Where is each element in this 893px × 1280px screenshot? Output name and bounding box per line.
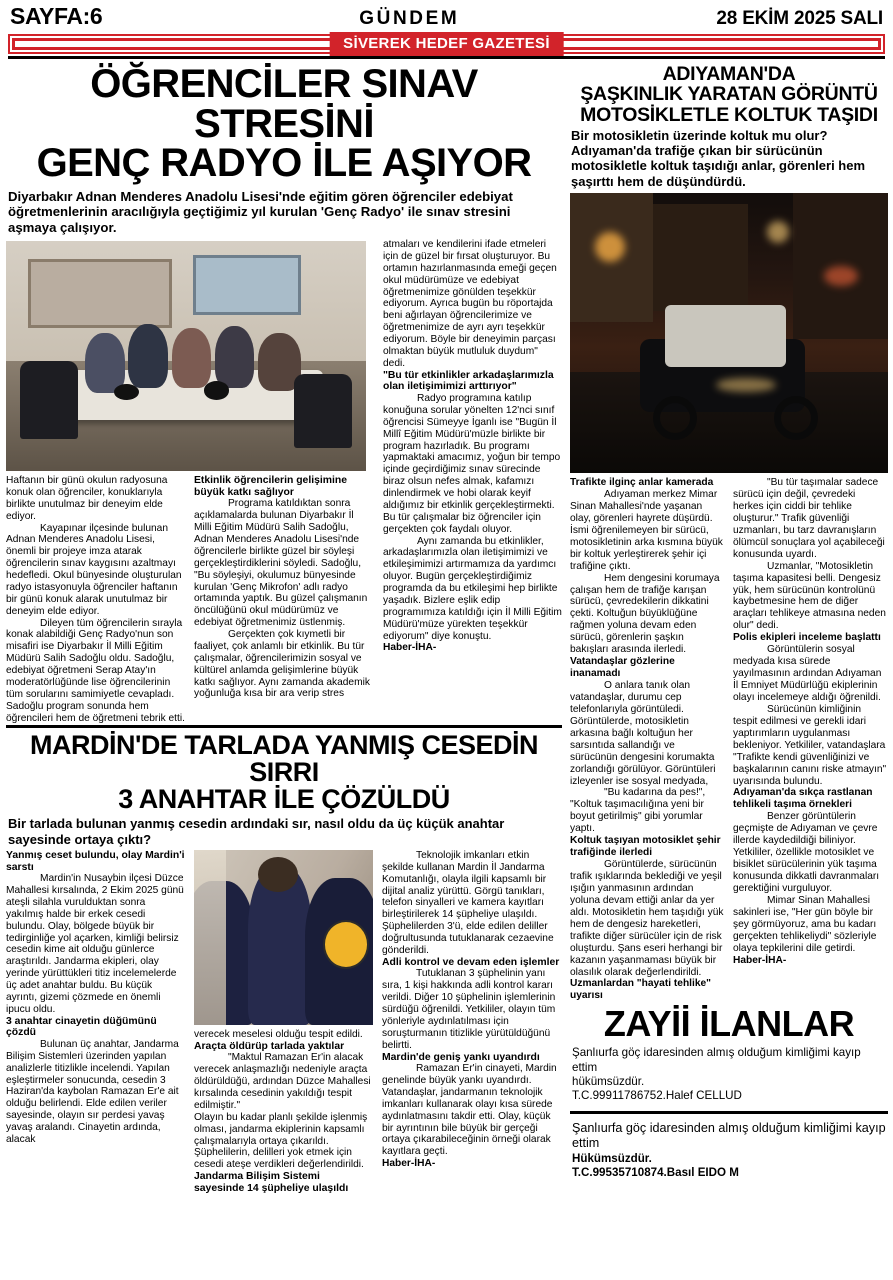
mardin-columns xyxy=(6,850,562,1195)
mardin-col3-subhead-2: Mardin'de geniş yankı uyandırdı xyxy=(382,1051,540,1063)
newspaper-name: SİVEREK HEDEF GAZETESİ xyxy=(329,32,564,56)
classified-ad-2 xyxy=(570,1119,888,1182)
mardin-headline-line2: 3 ANAHTAR İLE ÇÖZÜLDÜ xyxy=(118,784,450,815)
story-divider-1 xyxy=(6,725,562,728)
lead-credit: Haber-İHA- xyxy=(383,642,437,654)
adiyaman-standfirst: Bir motosikletin üzerinde koltuk mu olur? Adıyaman'da trafiğe çıkan bir sürücünün motosikletle koltuk taşıdığı anlar, görenleri hem şaşırttı hem de düşündürdü. xyxy=(571,127,866,189)
section-title: GÜNDEM xyxy=(359,8,460,29)
lead-col2-para-2: Gerçekten çok kıymetli bir faaliyet, çok anlamlı bir etkinlik. Bu tür çalışmalar, öğrencilerimizin sosyal ve kültürel anlamda gelişimlerine büyük katkı sağlıyor. Aynı zamanda akademik yoğunluğa kısa bir ara verip stres xyxy=(194,629,370,700)
adiyaman-col2-subhead: Polis ekipleri inceleme başlattı xyxy=(733,632,881,644)
lead-story-columns xyxy=(6,239,562,724)
mardin-col3-para-3: Ramazan Er'in cinayeti, Mardin genelinde büyük yankı uyandırdı. Vatandaşlar, jandarmanın teknolojik imkanları kullanarak olayı kısa sürede aydınlatmasını takdir etti. Olay, küçük bir ayrıntının bile büyük bir gerçeği ortaya çıkarabileceğinin örneği olarak kayıtlara geçti. xyxy=(382,1063,557,1158)
mardin-col3-para-1: Teknolojik imkanları etkin şekilde kullanan Mardin İl Jandarma Komutanlığı, olayla ilgili kapsamlı bir dijital analiz yürüttü. Görgü tanıkları, telefon sinyalleri ve kamera kayıtları birleştirilerek 14 şüpheliye ulaşıldı. Şüphelilerden 3'ü, elde edilen deliller doğrultusunda tutuklanarak cezaevine gönderildi. xyxy=(382,849,554,956)
mardin-standfirst: Bir tarlada bulunan yanmış cesedin ardındaki sır, nasıl oldu da üç küçük anahtar sayesinde ortaya çıktı? xyxy=(8,816,505,847)
adiyaman-columns xyxy=(570,477,888,1002)
mardin-credit: Haber-İHA- xyxy=(382,1158,436,1170)
lead-col2-subhead: Etkinlik öğrencilerin gelişimine büyük katkı sağlıyor xyxy=(194,475,348,498)
adiyaman-headline-line1: ADIYAMAN'DA xyxy=(662,63,796,85)
mardin-col1-subhead-2: 3 anahtar cinayetin düğümünü çözdü xyxy=(6,1015,157,1039)
mardin-column-3 xyxy=(382,850,561,1195)
mardin-column-1 xyxy=(6,850,185,1195)
adiyaman-col2-para-2: Uzmanlar, "Motosikletin taşıma kapasitesi belli. Dengesiz yük, hem sürücünün kontrolünü kaybetmesine hem de diğer araçları tehlikeye atmasına neden olur" dedi. xyxy=(733,560,886,632)
lead-headline-line1: ÖĞRENCİLER SINAV STRESİNİ xyxy=(90,62,478,146)
mardin-col2-para-1: verecek meselesi olduğu tespit edildi. xyxy=(194,1028,363,1040)
mardin-col2-subhead: Araçta öldürüp tarlada yaktılar xyxy=(194,1040,345,1052)
lead-col3-para-2: Radyo programına katılıp konuğuna sorular yönelten 12'nci sınıf öğrencisi Sümeyye İganlı ise "Bugün İl Millî Eğitim Müdürü'müzle birlikte bir program hazırladık. Bu programı yapmaktaki amacımız, yoğun bir tempo içinde geçirdiğimiz sınav sürecinde biraz olsun nefes almak, kafamızı dinlendirmek ve hobi olarak keyif aldığımız bir etkinlik gerçekleştirmekti. Bu tür çalışmalar biz öğrenciler için gerçekten çok faydalı oluyor. xyxy=(383,393,561,535)
adiyaman-col2-subhead-2: Adıyaman'da sıkça rastlanan tehlikeli taşıma örnekleri xyxy=(733,787,873,811)
lead-column-1 xyxy=(6,475,185,724)
header-divider xyxy=(8,56,885,59)
adiyaman-col1-para-2: Hem dengesini korumaya çalışan hem de trafiğe karışan sürücü, çevredekilerin dikkatini çekti. Koltuğun büyüklüğüne rağmen yoluna devam eden sürücü, görenlerin şaşkın bakışları arasında ilerledi. xyxy=(570,572,720,656)
classified-ad-1-line2: hükümsüzdür. xyxy=(572,1074,645,1088)
adiyaman-headline xyxy=(570,63,888,125)
mardin-col1-para-1: Mardin'in Nusaybin ilçesi Düzce Mahallesi kırsalında, 2 Ekim 2025 günü ateşli silahla vurulduktan sonra yakılmış halde bir erkek cesedi bulundu. Olay, bölgede büyük bir tedirginliğe yol açarken, kimliği belirsiz cesedin kime ait olduğu günlerce araştırıldı. Jandarma ekipleri, olay yerinde yürüttükleri titiz incelemelerde üç adet anahtar buldu. Bu küçük ayrıntı, gizemi çözmede en önemli ipucu oldu. xyxy=(6,873,184,1015)
classified-ad-1-line3: T.C.99911786752.Halef CELLUD xyxy=(572,1088,742,1102)
mardin-col3-subhead: Adli kontrol ve devam eden işlemler xyxy=(382,956,560,968)
adiyaman-col2-para-6: Mimar Sinan Mahallesi sakinleri ise, "Her gün böyle bir şey görmüyoruz, ama bu kadarı gerçekten tehlikeliydi" sözleriyle olaya tepkilerini dile getirdi. xyxy=(733,894,877,954)
mardin-column-2 xyxy=(194,850,373,1195)
mardin-col2-para-2: "Maktul Ramazan Er'in alacak verecek anlaşmazlığı nedeniyle araçta öldürüldüğü, ardından Düzce Mahallesi kırsalında cesedinin yakıldığı tespit edilmiştir." xyxy=(194,1052,371,1111)
classified-ad-2-line1: Şanlıurfa göç idaresinden almış olduğum kimliğimi kayıp ettim xyxy=(572,1120,886,1151)
lead-col1-para-2: Kayapınar ilçesinde bulunan Adnan Menderes Anadolu Lisesi, önemli bir projeye imza atarak öğrencilerin sınav kaygısını azaltmayı hedefledi. Okul bünyesinde oluşturulan radyo istasyonuyla öğrenciler haftanın bir günü konuk alarak unutulmaz bir deneyim elde ediyor. xyxy=(6,522,182,617)
article-lead-story xyxy=(6,63,562,724)
classified-ad-1-line1: Şanlıurfa göç idaresinden almış olduğum kimliğimi kayıp ettim xyxy=(572,1046,861,1074)
masthead xyxy=(6,0,887,32)
classified-ad-1 xyxy=(570,1044,888,1105)
page-number-label: SAYFA:6 xyxy=(10,3,103,29)
lead-headline xyxy=(6,63,562,187)
mardin-col1-para-2: Bulunan üç anahtar, Jandarma Bilişim Sistemleri üzerinden yapılan analizlerle titizlikle incelendi. Yapılan eşleştirmeler sonucunda, cesedin 3 Haziran'da kaybolan Ramazan Er'e ait olduğu belirlendi. Elde edilen veriler sayesinde, olayın sır perdesi yavaş yavaş aralandı. Cinayetin ardında, alacak xyxy=(6,1038,179,1145)
mardin-headline xyxy=(6,730,562,814)
article-adiyaman-story xyxy=(570,63,888,1002)
adiyaman-col1-para-4: "Bu kadarına da pes!", "Koltuk taşımacılığına yeni bir boyut getirilmiş" gibi yorumlar yaptı. xyxy=(570,787,706,835)
adiyaman-col1-subhead-3: Koltuk taşıyan motosiklet şehir trafiğinde ilerledi xyxy=(570,835,721,859)
adiyaman-col1-subhead: Trafikte ilginç anlar kamerada xyxy=(570,477,714,489)
mardin-story-photo xyxy=(194,850,373,1025)
lead-col2-para-1: Programa katıldıktan sonra açıklamalarda bulunan Diyarbakır İl Milli Eğitim Müdürü Salih Sadoğlu, Adnan Menderes Anadolu Lisesi'nde öğrencilerle birlikte güzel bir söyleşi gerçekleştirdiklerini söyledi. Sadoğlu, "Bu söyleşiyi, okulumuz bünyesinde kurulan 'Genç Mikrofon' adlı radyo ortamında yaptık. Bu güzel çalışmanın öncülüğünü okul müdürümüz ve edebiyat öğretmenimiz üstlenmiş. xyxy=(194,498,368,629)
adiyaman-col1-subhead-2: Vatandaşlar gözlerine inanamadı xyxy=(570,656,675,680)
classified-ad-2-line2: Hükümsüzdür. xyxy=(572,1151,652,1165)
left-column-block xyxy=(6,63,562,1280)
lead-column-2 xyxy=(194,475,373,724)
lead-column-3 xyxy=(383,239,562,724)
mardin-col3-para-2: Tutuklanan 3 şüphelinin yanı sıra, 1 kişi hakkında adli kontrol kararı verildi. Diğer 10 şüphelinin işlemlerinin sürdüğü öğrenildi. Yetkililer, olayın tüm yönleriyle aydınlatılması için soruşturmanın titizlikle yürütüldüğünü belirtti. xyxy=(382,968,556,1051)
mardin-headline-line1: MARDİN'DE TARLADA YANMIŞ CESEDİN SIRRI xyxy=(30,730,538,788)
adiyaman-story-photo xyxy=(570,193,888,473)
lead-col3-para-3: Aynı zamanda bu etkinlikler, arkadaşlarımızla olan iletişimimizi ve etkileşimimizi artırmamıza da yardımcı oluyor. Bugün gerçekleştirdiğimiz programda da bu etkileşimi hep birlikte yaşadık. Bizlere eşlik edip programımıza katıldığı için İl Milli Eğitim Müdürü'müze yürekten teşekkür ediyorum" diye konuştu. xyxy=(383,535,562,642)
adiyaman-headline-line2: ŞAŞKINLIK YARATAN GÖRÜNTÜ xyxy=(580,83,878,106)
classifieds-divider xyxy=(570,1111,888,1114)
adiyaman-col2-para-1: "Bu tür taşımalar sadece sürücü için değil, çevredeki herkes için ciddi bir tehlike oluşturur." Trafik güvenliği uzmanları, bu tarz davranışların ölümcül sonuçlara yol açabileceği konusunda uyardı. xyxy=(733,477,885,560)
mardin-col1-subhead: Yanmış ceset bulundu, olay Mardin'i sarstı xyxy=(6,849,185,873)
newspaper-name-ribbon xyxy=(8,34,885,54)
adiyaman-col1-para-3: O anlara tanık olan vatandaşlar, durumu cep telefonlarıyla görüntüledi. Görüntülerde, motosikletin arkasına bağlı koltuğun her sarsıntıda sallandığı ve sürücünün dengesini korumakta zorlandığı görülüyor. Görüntüleri izleyenler ise sosyal medyada, xyxy=(570,680,716,787)
adiyaman-col2-para-4: Sürücünün kimliğinin tespit edilmesi ve gerekli idari yaptırımların uygulanması bekleniyor. Yetkililer, vatandaşlara "Trafikte kendi güvenliğinizi ve başkalarının canını riske atmayın" uyarısında bulundu. xyxy=(733,703,887,787)
adiyaman-col2-para-5: Benzer görüntülerin geçmişte de Adıyaman ve çevre illerde kaydedildiği biliniyor. Yetkililer, özellikle motosiklet ve bisiklet sürücülerinin yük taşıma konusunda dikkatli davranmaları gerektiğini vurguluyor. xyxy=(733,811,880,894)
adiyaman-headline-line3: MOTOSİKLETLE KOLTUK TAŞIDI xyxy=(580,103,878,126)
lead-col3-para-1: atmaları ve kendilerini ifade etmeleri için de güzel bir fırsat oluşturuyor. Bu ortamın hazırlanmasında emeği geçen okul müdürümüze ve edebiyat öğretmenimize gönülden teşekkür ediyorum. Ayrıca bugün bu röportajda beni ağırlayan öğrencilerimize ve öğretmenimize de ayrı ayrı teşekkür ediyorum. Böyle bir deneyimin parçası olmaktan büyük mutluluk duydum" dedi. xyxy=(383,239,557,369)
adiyaman-col1-para-1: Adıyaman merkez Mimar Sinan Mahallesi'nde yaşanan olay, görenleri hayrete düşürdü. İsmi öğrenilemeyen bir sürücü, motosikletinin arka kısmına büyük bir koltuk yerleştirerek şehir içi trafiğine çıktı. xyxy=(570,489,723,572)
lead-story-photo xyxy=(6,241,366,471)
article-mardin-story xyxy=(6,730,562,1194)
issue-date: 28 EKİM 2025 SALI xyxy=(716,8,883,29)
adiyaman-column-2 xyxy=(733,477,888,1002)
adiyaman-credit: Haber-İHA- xyxy=(733,954,787,966)
adiyaman-column-1 xyxy=(570,477,725,1002)
classifieds-title: ZAYİİ İLANLAR xyxy=(603,1003,855,1045)
lead-col3-subhead: "Bu tür etkinlikler arkadaşlarımızla olan iletişimimizi arttırıyor" xyxy=(383,369,554,393)
adiyaman-col1-subhead-4: Uzmanlardan "hayati tehlike" uyarısı xyxy=(570,978,712,1002)
page-content xyxy=(6,63,887,1280)
mardin-col2-para-3: Olayın bu kadar planlı şekilde işlenmiş olması, jandarma ekiplerinin kapsamlı çalışmalarıyla ortaya çıkarıldı. Şüphelilerin, delilleri yok etmek için cesedi ateşe verdikleri değerlendirildi. xyxy=(194,1111,368,1171)
classifieds-section xyxy=(570,1002,888,1182)
classified-ad-2-line3: T.C.99535710874.Basıl EIDO M xyxy=(572,1165,739,1179)
lead-headline-line2: GENÇ RADYO İLE AŞIYOR xyxy=(36,141,532,186)
mardin-col2-subhead-2: Jandarma Bilişim Sistemi sayesinde 14 şüpheliye ulaşıldı xyxy=(194,1171,349,1194)
lead-col1-para-3: Dileyen tüm öğrencilerin sırayla konak alabildiği Genç Radyo'nun son misafiri ise Diyarbakır İl Milli Eğitim Müdürü Salih Sadoğlu oldu. Sadoğlu, edebiyat öğretmeni Serap Atay'ın moderatörlüğünde lise öğrencilerinin tüm sorularını samimiyetle cevapladı. Sadoğlu program sonunda hem öğrencileri hem de öğretmeni tebrik etti. xyxy=(6,617,185,724)
lead-standfirst: Diyarbakır Adnan Menderes Anadolu Lisesi'nde eğitim gören öğrenciler edebiyat öğretmenlerinin aracılığıyla geçtiğimiz yıl kurulan 'Genç Radyo' ile sınav stresini aşmaya çalışıyor. xyxy=(8,188,513,235)
adiyaman-col2-para-3: Görüntülerin sosyal medyada kısa sürede yayılmasının ardından Adıyaman İl Emniyet Müdürlüğü ekiplerinin olayı incelemeye aldığı öğrenildi. xyxy=(733,644,882,703)
adiyaman-col1-para-5: Görüntülerde, sürücünün trafik ışıklarında beklediği ve yeşil ışığın yanmasının ardından yoluna devam ettiği anlar da yer aldı. Motosikletin hem taşıdığı yük hem de dengesiz hareketleri, trafikte diğer sürücüler için de risk oluşturdu. Şans eseri herhangi bir kazanın yaşanmaması büyük bir olasılık olarak değerlendirildi. xyxy=(570,859,724,978)
right-column-block xyxy=(570,63,888,1280)
lead-col1-para-1: Haftanın bir günü okulun radyosuna konuk olan öğrenciler, konuklarıyla birlikte unutulmaz bir deneyim elde ediyor. xyxy=(6,475,168,522)
